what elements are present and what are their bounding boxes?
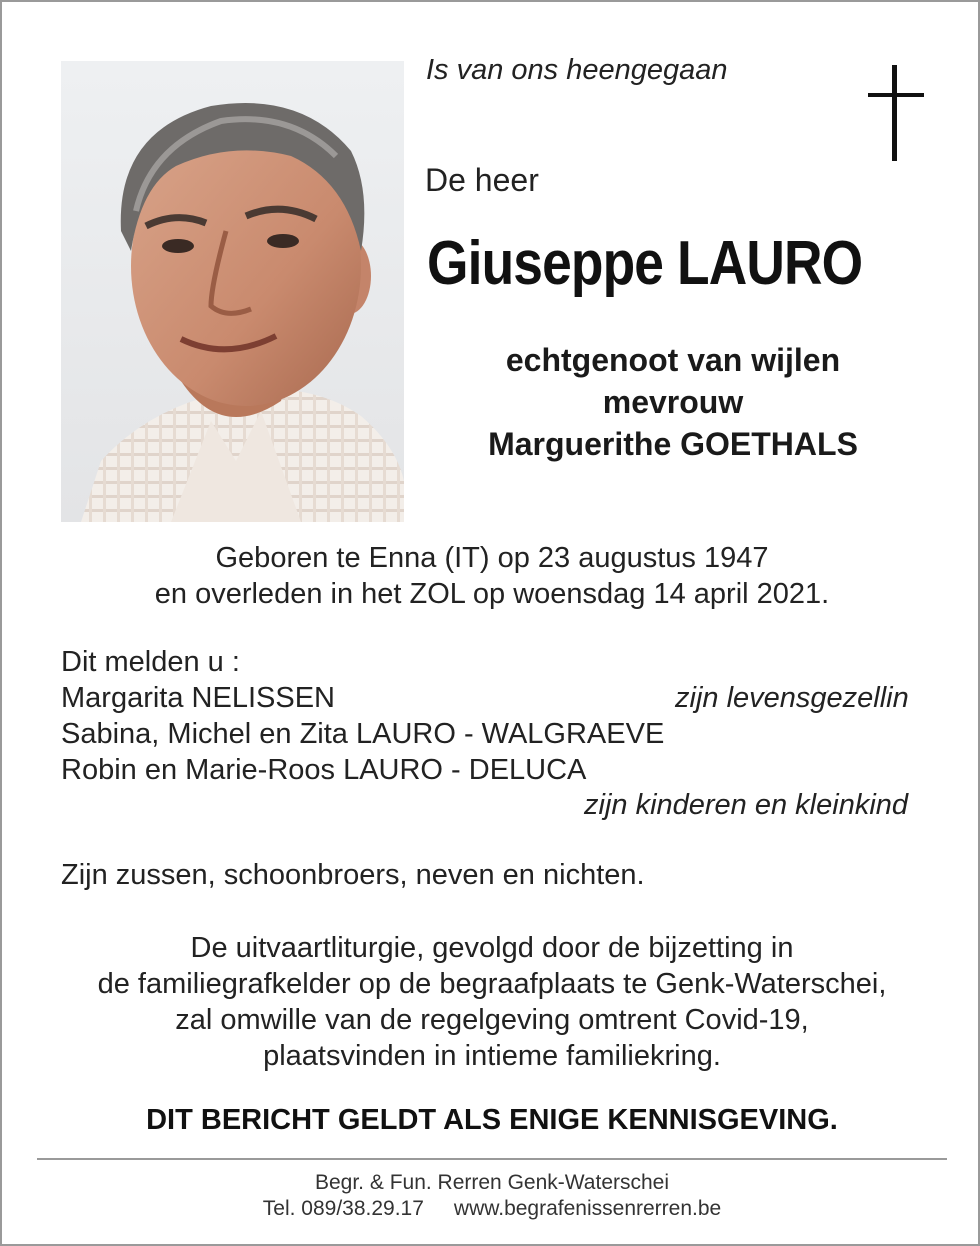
intro-text: Is van ons heengegaan xyxy=(426,54,728,86)
cross-icon xyxy=(868,65,924,161)
extended-family: Zijn zussen, schoonbroers, neven en nichten. xyxy=(61,859,645,891)
portrait-illustration xyxy=(61,61,404,522)
funeral-block xyxy=(2,930,980,1074)
spouse-line: echtgenoot van wijlen xyxy=(505,342,841,378)
notice-text: DIT BERICHT GELDT ALS ENIGE KENNISGEVING. xyxy=(146,1104,838,1136)
company-phone: Tel. 089/38.29.17 xyxy=(262,1197,424,1220)
funeral-line: De uitvaartliturgie, gevolgd door de bijzetting in xyxy=(190,932,794,964)
announcers-intro: Dit melden u : xyxy=(61,646,240,678)
funeral-line: plaatsvinden in intieme familiekring. xyxy=(263,1040,721,1072)
funeral-line: zal omwille van de regelgeving omtrent Covid-19, xyxy=(175,1004,809,1036)
funeral-company: Begr. & Fun. Rerren Genk-Waterschei xyxy=(314,1171,670,1194)
spouse-line: mevrouw xyxy=(602,384,744,420)
partner-relation: zijn levensgezellin xyxy=(675,682,909,714)
birth-death-block xyxy=(2,540,980,612)
portrait-photo xyxy=(61,61,404,522)
children-relation: zijn kinderen en kleinkind xyxy=(584,789,909,821)
salutation: De heer xyxy=(425,162,539,198)
footer xyxy=(2,1170,980,1222)
children-line: Robin en Marie-Roos LAURO - DELUCA xyxy=(61,754,587,786)
deceased-name: Giuseppe LAURO xyxy=(427,229,863,298)
death-line: en overleden in het ZOL op woensdag 14 april 2021. xyxy=(154,578,830,610)
spouse-block xyxy=(412,339,934,465)
funeral-line: de familiegrafkelder op de begraafplaats te Genk-Waterschei, xyxy=(97,968,887,1000)
company-website[interactable]: www.begrafenissenrerren.be xyxy=(453,1197,722,1220)
footer-divider xyxy=(37,1158,947,1160)
partner-name: Margarita NELISSEN xyxy=(61,682,335,714)
birth-line: Geboren te Enna (IT) op 23 augustus 1947 xyxy=(215,542,769,574)
spouse-name: Marguerithe GOETHALS xyxy=(488,426,858,462)
children-line: Sabina, Michel en Zita LAURO - WALGRAEVE xyxy=(61,718,665,750)
